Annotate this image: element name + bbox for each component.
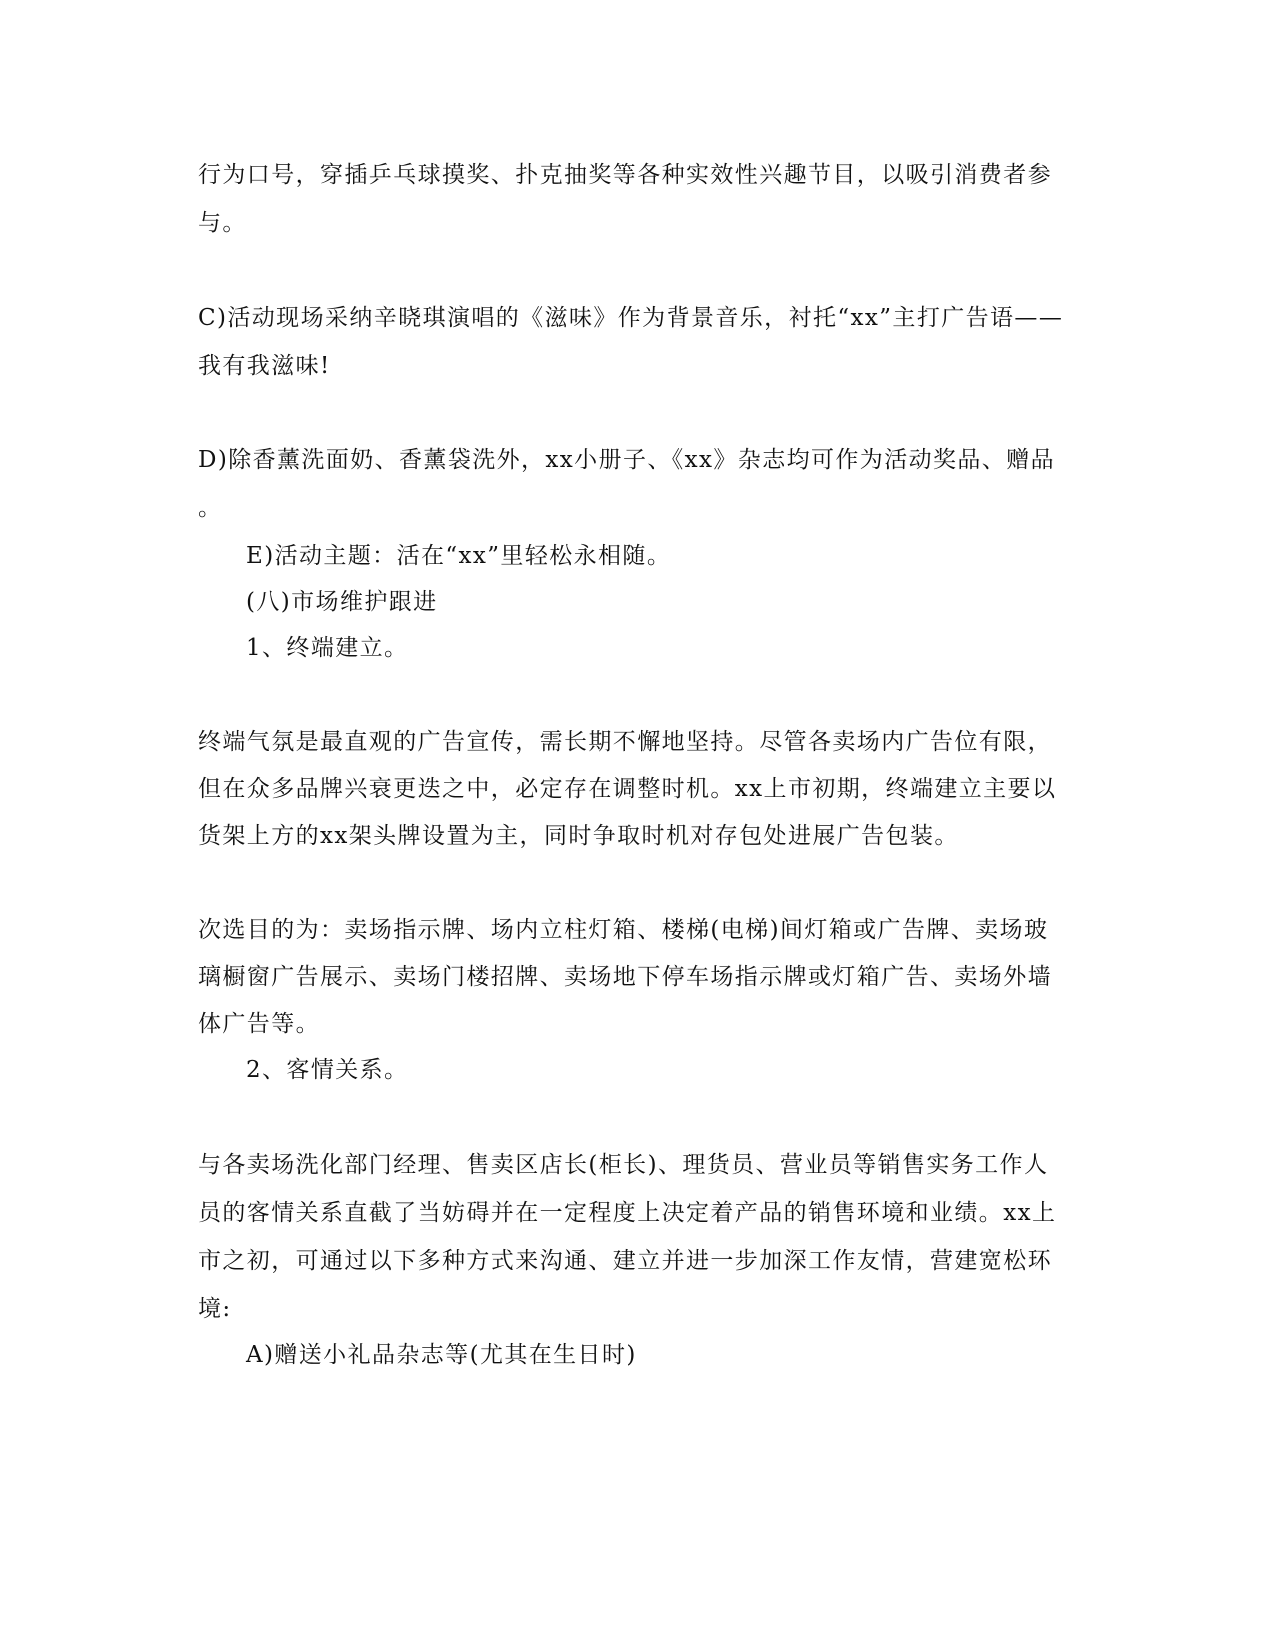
subsection-heading: 2、客情关系。 — [246, 1057, 409, 1083]
section-heading: (八)市场维护跟进 — [246, 589, 438, 615]
paragraph-line: 与。 — [198, 210, 247, 236]
paragraph-line: 终端气氛是最直观的广告宣传，需长期不懈地坚持。尽管各卖场内广告位有限， — [198, 729, 1052, 755]
paragraph-line: 我有我滋味! — [198, 353, 331, 379]
paragraph-line: D)除香薰洗面奶、香薰袋洗外，xx小册子、《xx》杂志均可作为活动奖品、赠品 — [198, 447, 1055, 473]
paragraph-line: 员的客情关系直截了当妨碍并在一定程度上决定着产品的销售环境和业绩。xx上 — [198, 1200, 1057, 1226]
paragraph-line: C)活动现场采纳辛晓琪演唱的《滋味》作为背景音乐，衬托“xx”主打广告语—— — [198, 305, 1064, 331]
subsection-heading: 1、终端建立。 — [246, 635, 409, 661]
paragraph-line: 市之初，可通过以下多种方式来沟通、建立并进一步加深工作友情，营建宽松环 — [198, 1248, 1052, 1274]
paragraph-line: 璃橱窗广告展示、卖场门楼招牌、卖场地下停车场指示牌或灯箱广告、卖场外墙 — [198, 964, 1052, 990]
paragraph-line: 行为口号，穿插乒乓球摸奖、扑克抽奖等各种实效性兴趣节目，以吸引消费者参 — [198, 162, 1052, 188]
paragraph-line: 体广告等。 — [198, 1011, 320, 1037]
paragraph-line: 境: — [198, 1296, 232, 1322]
paragraph-line: 货架上方的xx架头牌设置为主，同时争取时机对存包处进展广告包装。 — [198, 823, 959, 849]
paragraph-line: 次选目的为：卖场指示牌、场内立柱灯箱、楼梯(电梯)间灯箱或广告牌、卖场玻 — [198, 917, 1049, 943]
paragraph-line: 。 — [198, 495, 223, 521]
paragraph-line: 但在众多品牌兴衰更迭之中，必定存在调整时机。xx上市初期，终端建立主要以 — [198, 776, 1057, 802]
paragraph-line: E)活动主题：活在“xx”里轻松永相随。 — [246, 543, 672, 569]
paragraph-line: 与各卖场洗化部门经理、售卖区店长(柜长)、理货员、营业员等销售实务工作人 — [198, 1152, 1049, 1178]
list-item: A)赠送小礼品杂志等(尤其在生日时) — [246, 1342, 637, 1368]
